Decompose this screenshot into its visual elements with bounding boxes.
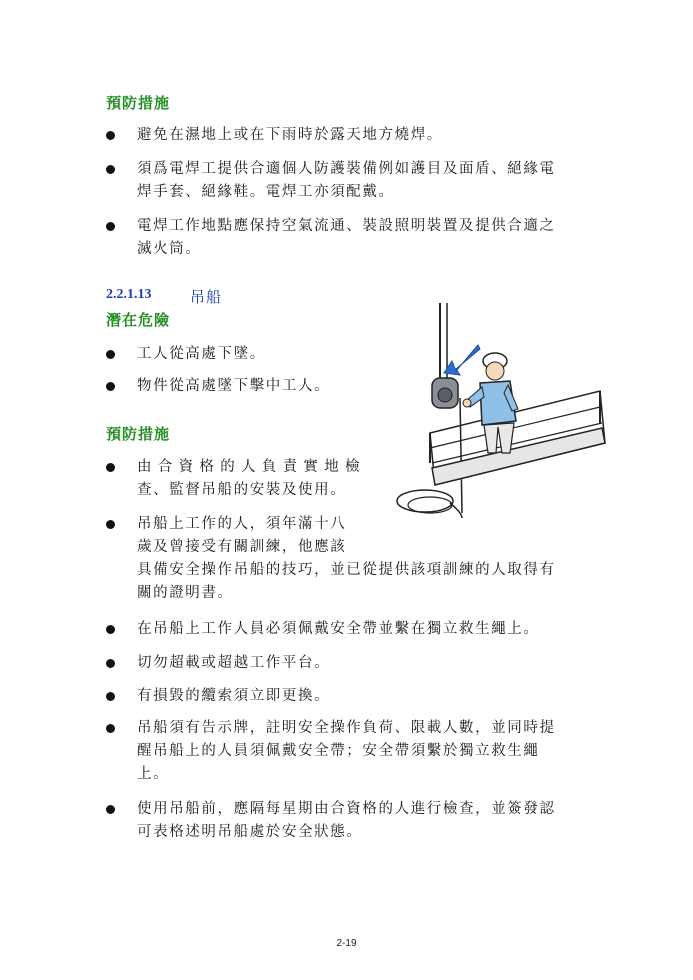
list-item-text: 電焊工作地點應保持空氣流通、裝設照明裝置及提供合適之 xyxy=(137,218,556,234)
bullet-icon xyxy=(106,724,115,733)
bullet-icon xyxy=(106,131,115,140)
list-item-text: 須爲電焊工提供合適個人防護裝備例如護目及面盾、絕緣電 xyxy=(137,161,556,177)
list-item-text: 吊船須有告示牌，註明安全操作負荷、限載人數，並同時提 xyxy=(137,720,556,736)
list-item-text: 焊手套、絕緣鞋。電焊工亦須配戴。 xyxy=(137,184,395,200)
list-item-text: 歲及曾接受有關訓練，他應該 xyxy=(137,539,347,555)
hazards-heading: 潛在危險 xyxy=(106,311,171,329)
page-number: 2-19 xyxy=(336,938,357,949)
bullet-icon xyxy=(106,222,115,231)
list-item-text: 工人從高處下墜。 xyxy=(137,346,266,362)
list-item-text: 醒吊船上的人員須佩戴安全帶；安全帶須繫於獨立救生繩 xyxy=(137,743,540,759)
bullet-icon xyxy=(106,463,115,472)
section-title: 吊船 xyxy=(190,288,223,306)
list-item-text: 有損毀的纜索須立即更換。 xyxy=(137,688,331,704)
list-item-text: 避免在濕地上或在下雨時於露天地方燒焊。 xyxy=(137,127,443,143)
list-item-text: 滅火筒。 xyxy=(137,241,202,257)
list-item-text: 切勿超載或超越工作平台。 xyxy=(137,655,331,671)
list-item-text: 可表格述明吊船處於安全狀態。 xyxy=(137,824,363,840)
list-item-text: 吊船上工作的人，須年滿十八 xyxy=(137,516,347,532)
list-item-text: 由合資格的人負責實地檢 xyxy=(137,459,366,475)
precautions-heading-2: 預防措施 xyxy=(106,425,171,443)
list-item-text: 物件從高處墜下擊中工人。 xyxy=(137,378,331,394)
list-item-text: 在吊船上工作人員必須佩戴安全帶並繫在獨立救生繩上。 xyxy=(137,621,540,637)
gondola-worker-illustration-icon xyxy=(390,303,620,533)
precautions-heading-1: 預防措施 xyxy=(106,94,171,112)
bullet-icon xyxy=(106,692,115,701)
list-item-text: 關的證明書。 xyxy=(137,585,234,601)
bullet-icon xyxy=(106,805,115,814)
bullet-icon xyxy=(106,350,115,359)
list-item-text: 查、監督吊船的安裝及使用。 xyxy=(137,482,347,498)
section-number: 2.2.1.13 xyxy=(106,287,152,302)
list-item-text: 具備安全操作吊船的技巧，並已從提供該項訓練的人取得有 xyxy=(137,562,556,578)
bullet-icon xyxy=(106,382,115,391)
bullet-icon xyxy=(106,165,115,174)
bullet-icon xyxy=(106,520,115,529)
bullet-icon xyxy=(106,625,115,634)
bullet-icon xyxy=(106,659,115,668)
list-item-text: 使用吊船前，應隔每星期由合資格的人進行檢查，並簽發認 xyxy=(137,801,556,817)
list-item-text: 上。 xyxy=(137,766,170,782)
